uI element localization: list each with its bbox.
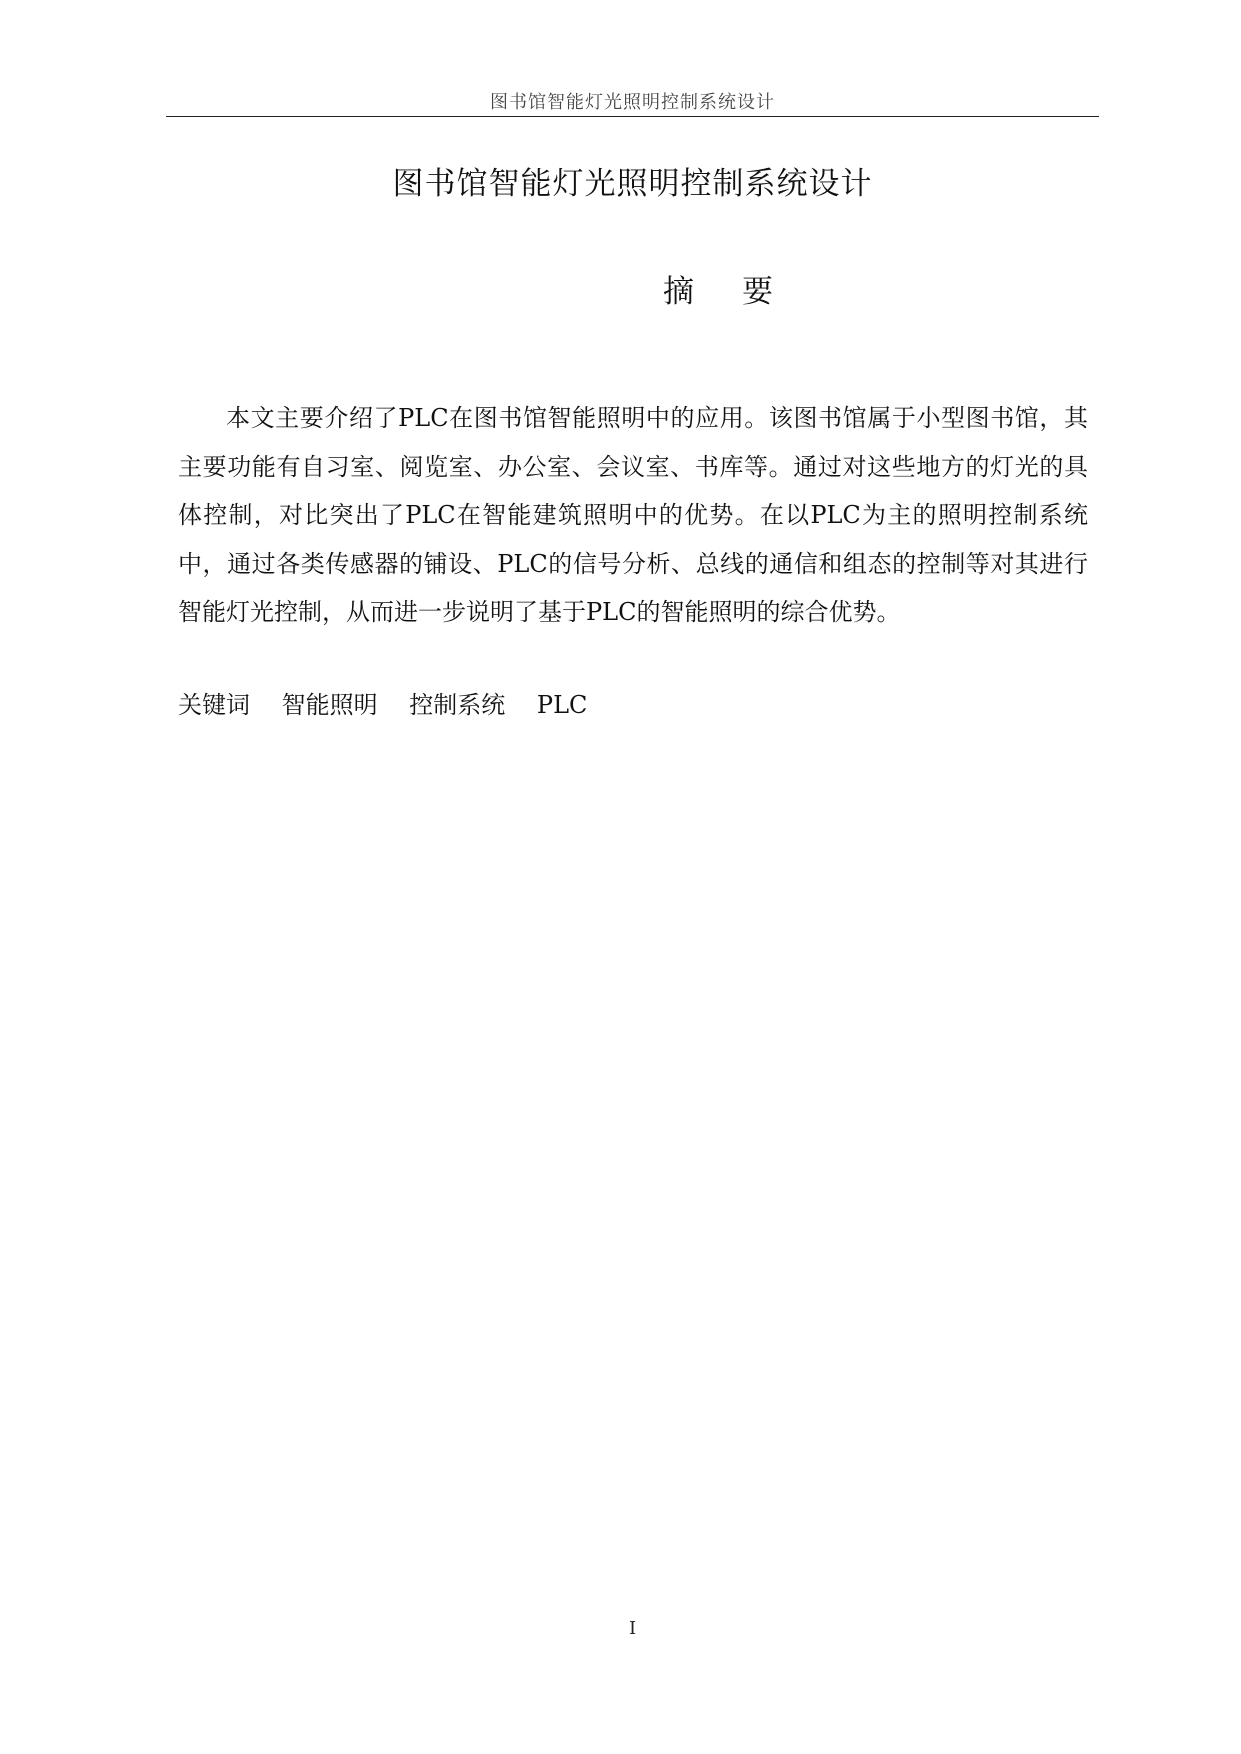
page-number: I (628, 1618, 637, 1639)
header-rule (166, 116, 1099, 117)
keywords-label: 关键词 (178, 691, 250, 719)
keyword-item: 控制系统 (409, 691, 506, 719)
keyword-item: 智能照明 (281, 691, 378, 719)
abstract-body: 本文主要介绍了PLC在图书馆智能照明中的应用。该图书馆属于小型图书馆，其主要功能有自习室、阅览室、办公室、会议室、书库等。通过对这些地方的灯光的具体控制，对比突出了PLC在智能建筑照明中的优势。在以PLC为主的照明控制系统中，通过各类传感器的铺设、PLC的信号分析、总线的通信和组态的控制等对其进行智能灯光控制，从而进一步说明了基于PLC的智能照明的综合优势。 (178, 404, 1088, 626)
document-title: 图书馆智能灯光照明控制系统设计 (392, 166, 873, 202)
keyword-item: PLC (536, 691, 588, 719)
keywords-line (178, 685, 611, 720)
abstract-heading: 摘要 (663, 274, 821, 310)
running-header: 图书馆智能灯光照明控制系统设计 (490, 92, 775, 113)
